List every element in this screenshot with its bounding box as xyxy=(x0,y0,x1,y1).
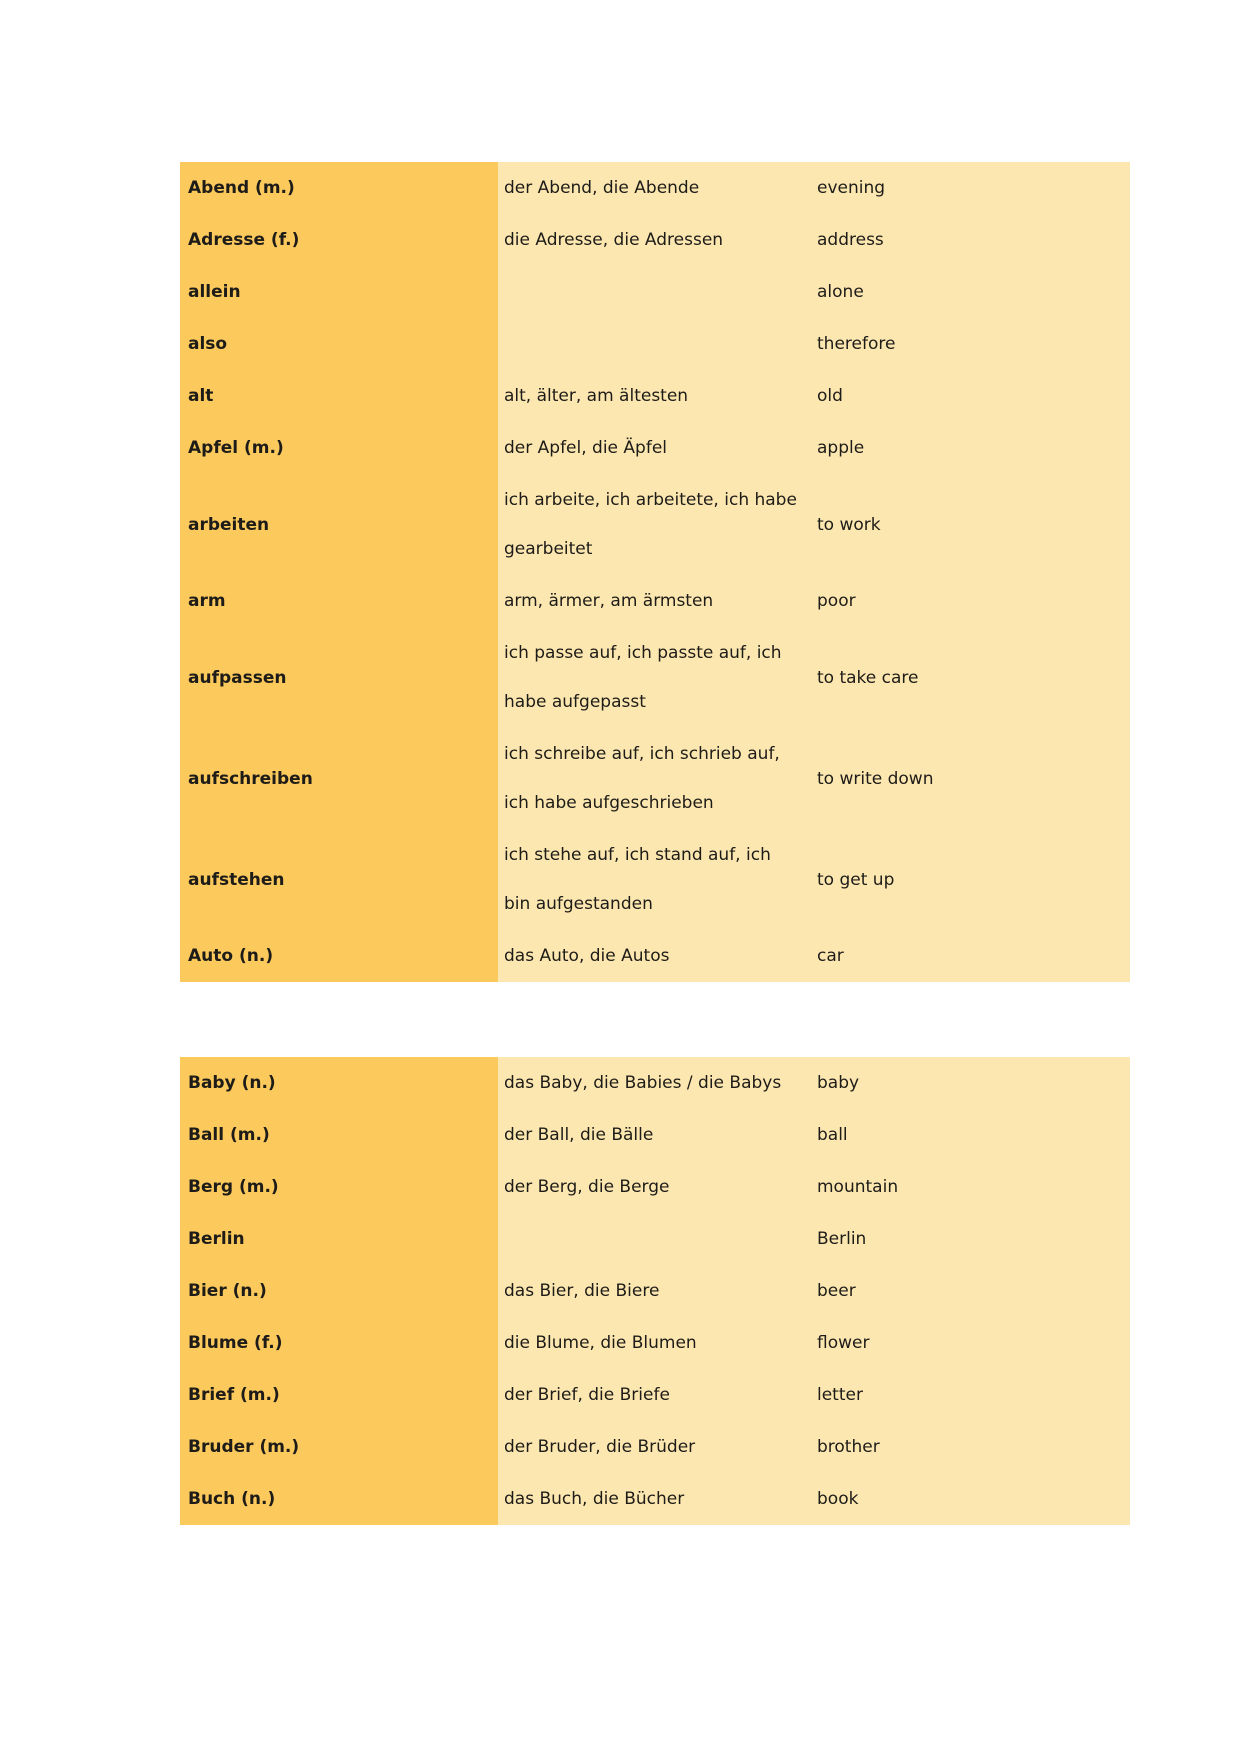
german-forms: der Berg, die Berge xyxy=(504,1176,670,1197)
translation-cell xyxy=(808,1317,1130,1369)
german-forms: der Brief, die Briefe xyxy=(504,1384,670,1405)
german-forms: der Apfel, die Äpfel xyxy=(504,437,668,458)
vocab-row xyxy=(180,162,1130,214)
translation-cell xyxy=(808,214,1130,266)
english-translation: beer xyxy=(817,1281,856,1301)
german-forms: ich passe auf, ich passte auf, ich habe aufgepasst xyxy=(504,642,782,712)
german-word-cell xyxy=(180,575,498,627)
translation-cell xyxy=(808,930,1130,982)
german-word: Abend (m.) xyxy=(188,178,295,198)
german-word-cell xyxy=(180,1057,498,1109)
german-word-cell xyxy=(180,162,498,214)
english-translation: therefore xyxy=(817,334,896,354)
german-word-cell xyxy=(180,627,498,728)
german-word: also xyxy=(188,334,228,354)
german-word-cell xyxy=(180,1265,498,1317)
german-word-cell xyxy=(180,474,498,575)
forms-cell xyxy=(498,1109,808,1161)
german-word-cell xyxy=(180,214,498,266)
german-word-cell xyxy=(180,1473,498,1525)
german-word: Bier (n.) xyxy=(188,1281,267,1301)
german-word-cell xyxy=(180,318,498,370)
german-word-cell xyxy=(180,1109,498,1161)
vocab-row xyxy=(180,1421,1130,1473)
english-translation: letter xyxy=(817,1385,863,1405)
vocab-row xyxy=(180,930,1130,982)
german-word: Adresse (f.) xyxy=(188,230,300,250)
translation-cell xyxy=(808,1369,1130,1421)
german-forms: der Ball, die Bälle xyxy=(504,1124,654,1145)
german-forms: das Buch, die Bücher xyxy=(504,1488,685,1509)
german-word: Ball (m.) xyxy=(188,1125,270,1145)
german-word-cell xyxy=(180,728,498,829)
forms-cell xyxy=(498,474,808,575)
english-translation: Berlin xyxy=(817,1229,867,1249)
translation-cell xyxy=(808,1265,1130,1317)
forms-cell xyxy=(498,1473,808,1525)
translation-cell xyxy=(808,474,1130,575)
german-word: aufschreiben xyxy=(188,768,313,789)
german-word-cell xyxy=(180,1161,498,1213)
german-word: Apfel (m.) xyxy=(188,438,284,458)
german-word-cell xyxy=(180,1421,498,1473)
vocab-row xyxy=(180,575,1130,627)
forms-cell xyxy=(498,1421,808,1473)
translation-cell xyxy=(808,1161,1130,1213)
german-word-cell xyxy=(180,829,498,930)
vocab-row xyxy=(180,1109,1130,1161)
translation-cell xyxy=(808,1473,1130,1525)
vocab-row xyxy=(180,627,1130,728)
translation-cell xyxy=(808,575,1130,627)
german-word: Bruder (m.) xyxy=(188,1437,300,1457)
forms-cell xyxy=(498,1057,808,1109)
translation-cell xyxy=(808,1213,1130,1265)
vocab-row xyxy=(180,1213,1130,1265)
forms-cell xyxy=(498,318,808,370)
vocab-row xyxy=(180,370,1130,422)
german-forms: der Bruder, die Brüder xyxy=(504,1436,696,1457)
vocab-row xyxy=(180,829,1130,930)
vocab-row xyxy=(180,728,1130,829)
translation-cell xyxy=(808,318,1130,370)
english-translation: apple xyxy=(817,438,865,458)
german-forms: ich stehe auf, ich stand auf, ich bin aufgestanden xyxy=(504,844,771,914)
german-forms: alt, älter, am ältesten xyxy=(504,385,689,406)
forms-cell xyxy=(498,930,808,982)
german-word-cell xyxy=(180,370,498,422)
english-translation: to get up xyxy=(817,869,895,890)
german-word: aufstehen xyxy=(188,869,285,890)
forms-cell xyxy=(498,370,808,422)
vocab-row xyxy=(180,214,1130,266)
english-translation: to write down xyxy=(817,768,934,789)
translation-cell xyxy=(808,1421,1130,1473)
translation-cell xyxy=(808,266,1130,318)
german-word: arm xyxy=(188,591,226,611)
forms-cell xyxy=(498,266,808,318)
german-word: Berlin xyxy=(188,1229,245,1249)
german-word: Brief (m.) xyxy=(188,1385,280,1405)
vocab-row xyxy=(180,266,1130,318)
english-translation: to work xyxy=(817,514,881,535)
english-translation: baby xyxy=(817,1073,860,1093)
translation-cell xyxy=(808,422,1130,474)
vocab-row xyxy=(180,422,1130,474)
vocab-row xyxy=(180,1057,1130,1109)
forms-cell xyxy=(498,728,808,829)
german-forms: das Baby, die Babies / die Babys xyxy=(504,1072,782,1093)
forms-cell xyxy=(498,422,808,474)
forms-cell xyxy=(498,829,808,930)
german-word: Berg (m.) xyxy=(188,1177,279,1197)
german-forms: die Blume, die Blumen xyxy=(504,1332,697,1353)
english-translation: evening xyxy=(817,178,886,198)
english-translation: flower xyxy=(817,1333,870,1353)
forms-cell xyxy=(498,162,808,214)
translation-cell xyxy=(808,627,1130,728)
forms-cell xyxy=(498,627,808,728)
translation-cell xyxy=(808,829,1130,930)
english-translation: alone xyxy=(817,282,864,302)
vocab-row xyxy=(180,1161,1130,1213)
english-translation: ball xyxy=(817,1125,848,1145)
german-forms: das Auto, die Autos xyxy=(504,945,670,966)
vocab-row xyxy=(180,1317,1130,1369)
german-forms: der Abend, die Abende xyxy=(504,177,700,198)
german-word-cell xyxy=(180,422,498,474)
forms-cell xyxy=(498,1369,808,1421)
english-translation: brother xyxy=(817,1437,880,1457)
vocab-row xyxy=(180,474,1130,575)
vocab-row xyxy=(180,1265,1130,1317)
german-forms: das Bier, die Biere xyxy=(504,1280,660,1301)
german-word: allein xyxy=(188,282,241,302)
german-word: arbeiten xyxy=(188,514,270,535)
german-word: alt xyxy=(188,386,214,406)
german-forms: ich arbeite, ich arbeitete, ich habe gearbeitet xyxy=(504,489,797,559)
english-translation: book xyxy=(817,1489,859,1509)
english-translation: car xyxy=(817,946,844,966)
translation-cell xyxy=(808,370,1130,422)
german-word-cell xyxy=(180,266,498,318)
translation-cell xyxy=(808,728,1130,829)
german-word-cell xyxy=(180,930,498,982)
forms-cell xyxy=(498,1161,808,1213)
vocab-row xyxy=(180,1473,1130,1525)
german-word-cell xyxy=(180,1213,498,1265)
translation-cell xyxy=(808,1109,1130,1161)
translation-cell xyxy=(808,162,1130,214)
forms-cell xyxy=(498,575,808,627)
vocab-table-a xyxy=(180,162,1130,982)
german-word-cell xyxy=(180,1369,498,1421)
german-forms: ich schreibe auf, ich schrieb auf, ich habe aufgeschrieben xyxy=(504,743,780,813)
german-forms: arm, ärmer, am ärmsten xyxy=(504,590,714,611)
translation-cell xyxy=(808,1057,1130,1109)
vocab-table-b xyxy=(180,1057,1130,1525)
forms-cell xyxy=(498,1265,808,1317)
english-translation: address xyxy=(817,230,884,250)
german-word: Buch (n.) xyxy=(188,1489,276,1509)
english-translation: to take care xyxy=(817,667,919,688)
vocab-row xyxy=(180,318,1130,370)
forms-cell xyxy=(498,1213,808,1265)
german-word: Blume (f.) xyxy=(188,1333,283,1353)
german-forms: die Adresse, die Adressen xyxy=(504,229,724,250)
german-word: Baby (n.) xyxy=(188,1073,276,1093)
english-translation: old xyxy=(817,386,843,406)
german-word: Auto (n.) xyxy=(188,946,274,966)
forms-cell xyxy=(498,214,808,266)
english-translation: mountain xyxy=(817,1177,899,1197)
german-word: aufpassen xyxy=(188,667,287,688)
vocab-row xyxy=(180,1369,1130,1421)
english-translation: poor xyxy=(817,591,856,611)
german-word-cell xyxy=(180,1317,498,1369)
forms-cell xyxy=(498,1317,808,1369)
